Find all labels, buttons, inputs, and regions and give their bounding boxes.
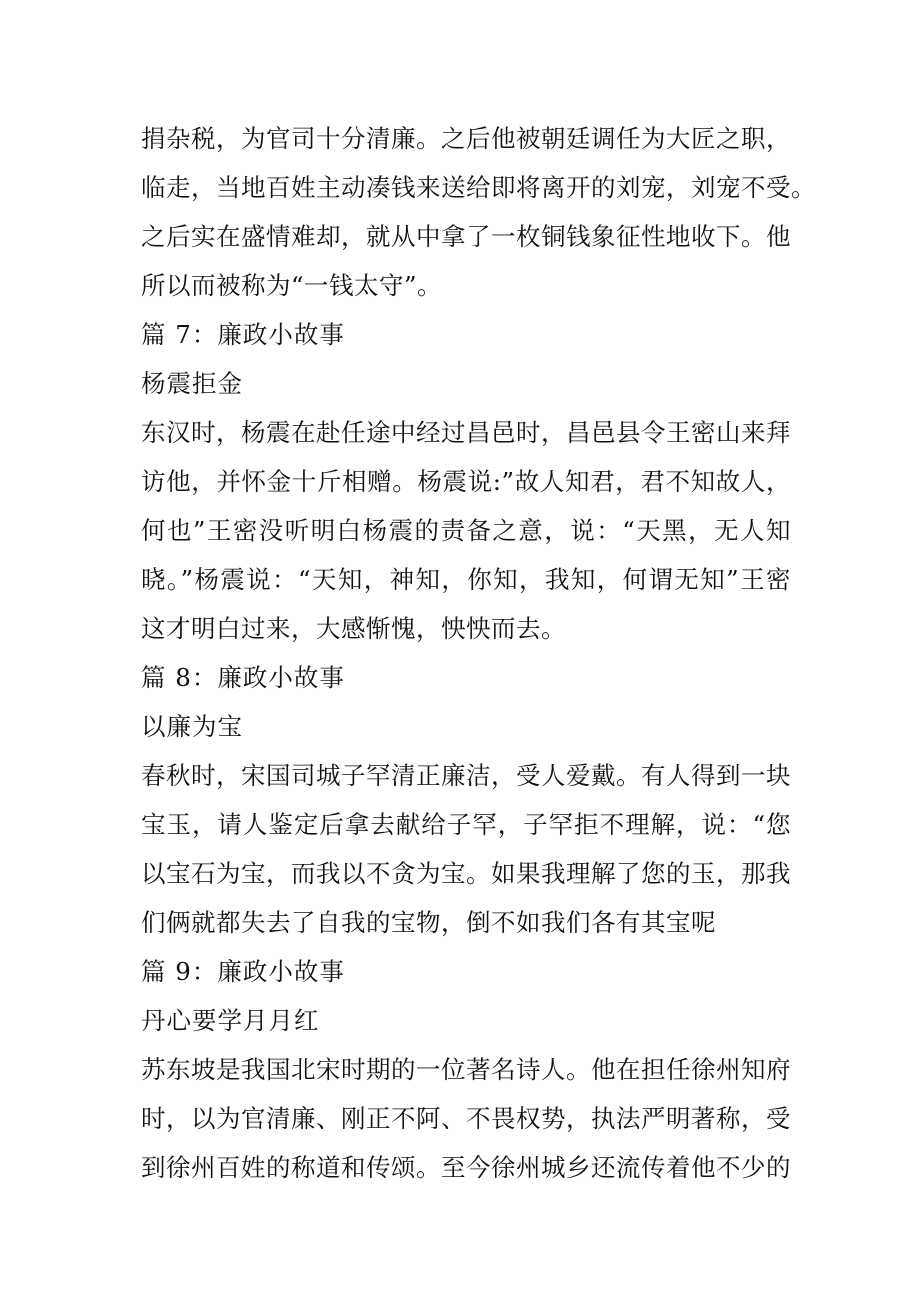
paragraph-line: 到徐州百姓的称道和传颂。至今徐州城乡还流传着他不少的 bbox=[141, 1153, 791, 1182]
paragraph-line: 时，以为官清廉、刚正不阿、不畏权势，执法严明著称，受 bbox=[141, 1104, 791, 1133]
paragraph-line: 苏东坡是我国北宋时期的一位著名诗人。他在担任徐州知府 bbox=[141, 1055, 791, 1084]
paragraph-line: 所以而被称为“一钱太守”。 bbox=[141, 271, 443, 300]
paragraph-line: 东汉时，杨震在赴任途中经过昌邑时，昌邑县令王密山来拜 bbox=[141, 418, 791, 447]
paragraph-line: 以宝石为宝，而我以不贪为宝。如果我理解了您的玉，那我 bbox=[141, 859, 791, 888]
story-title: 杨震拒金 bbox=[141, 369, 243, 398]
document-body bbox=[141, 114, 816, 1192]
paragraph-line: 这才明白过来，大感惭愧，怏怏而去。 bbox=[141, 614, 566, 643]
paragraph-line: 何也”王密没听明白杨震的责备之意，说：“天黑，无人知 bbox=[141, 516, 791, 545]
chapter-heading: 篇 9：廉政小故事 bbox=[141, 957, 345, 986]
paragraph-line: 宝玉，请人鉴定后拿去献给子罕，子罕拒不理解，说：“您 bbox=[141, 810, 791, 839]
paragraph-line: 春秋时，宋国司城子罕清正廉洁，受人爱戴。有人得到一块 bbox=[141, 761, 791, 790]
paragraph-line: 们俩就都失去了自我的宝物，倒不如我们各有其宝呢 bbox=[141, 908, 716, 937]
paragraph-line: 晓。”杨震说：“天知，神知，你知，我知，何谓无知”王密 bbox=[141, 565, 791, 594]
paragraph-line: 临走，当地百姓主动凑钱来送给即将离开的刘宠，刘宠不受。 bbox=[141, 173, 816, 202]
story-title: 丹心要学月月红 bbox=[141, 1006, 320, 1035]
story-title: 以廉为宝 bbox=[141, 712, 243, 741]
chapter-heading: 篇 7：廉政小故事 bbox=[141, 320, 345, 349]
paragraph-line: 捐杂税，为官司十分清廉。之后他被朝廷调任为大匠之职， bbox=[141, 124, 791, 153]
paragraph-line: 访他，并怀金十斤相赠。杨震说:”故人知君，君不知故人， bbox=[141, 467, 791, 496]
chapter-heading: 篇 8：廉政小故事 bbox=[141, 663, 345, 692]
paragraph-line: 之后实在盛情难却，就从中拿了一枚铜钱象征性地收下。他 bbox=[141, 222, 791, 251]
